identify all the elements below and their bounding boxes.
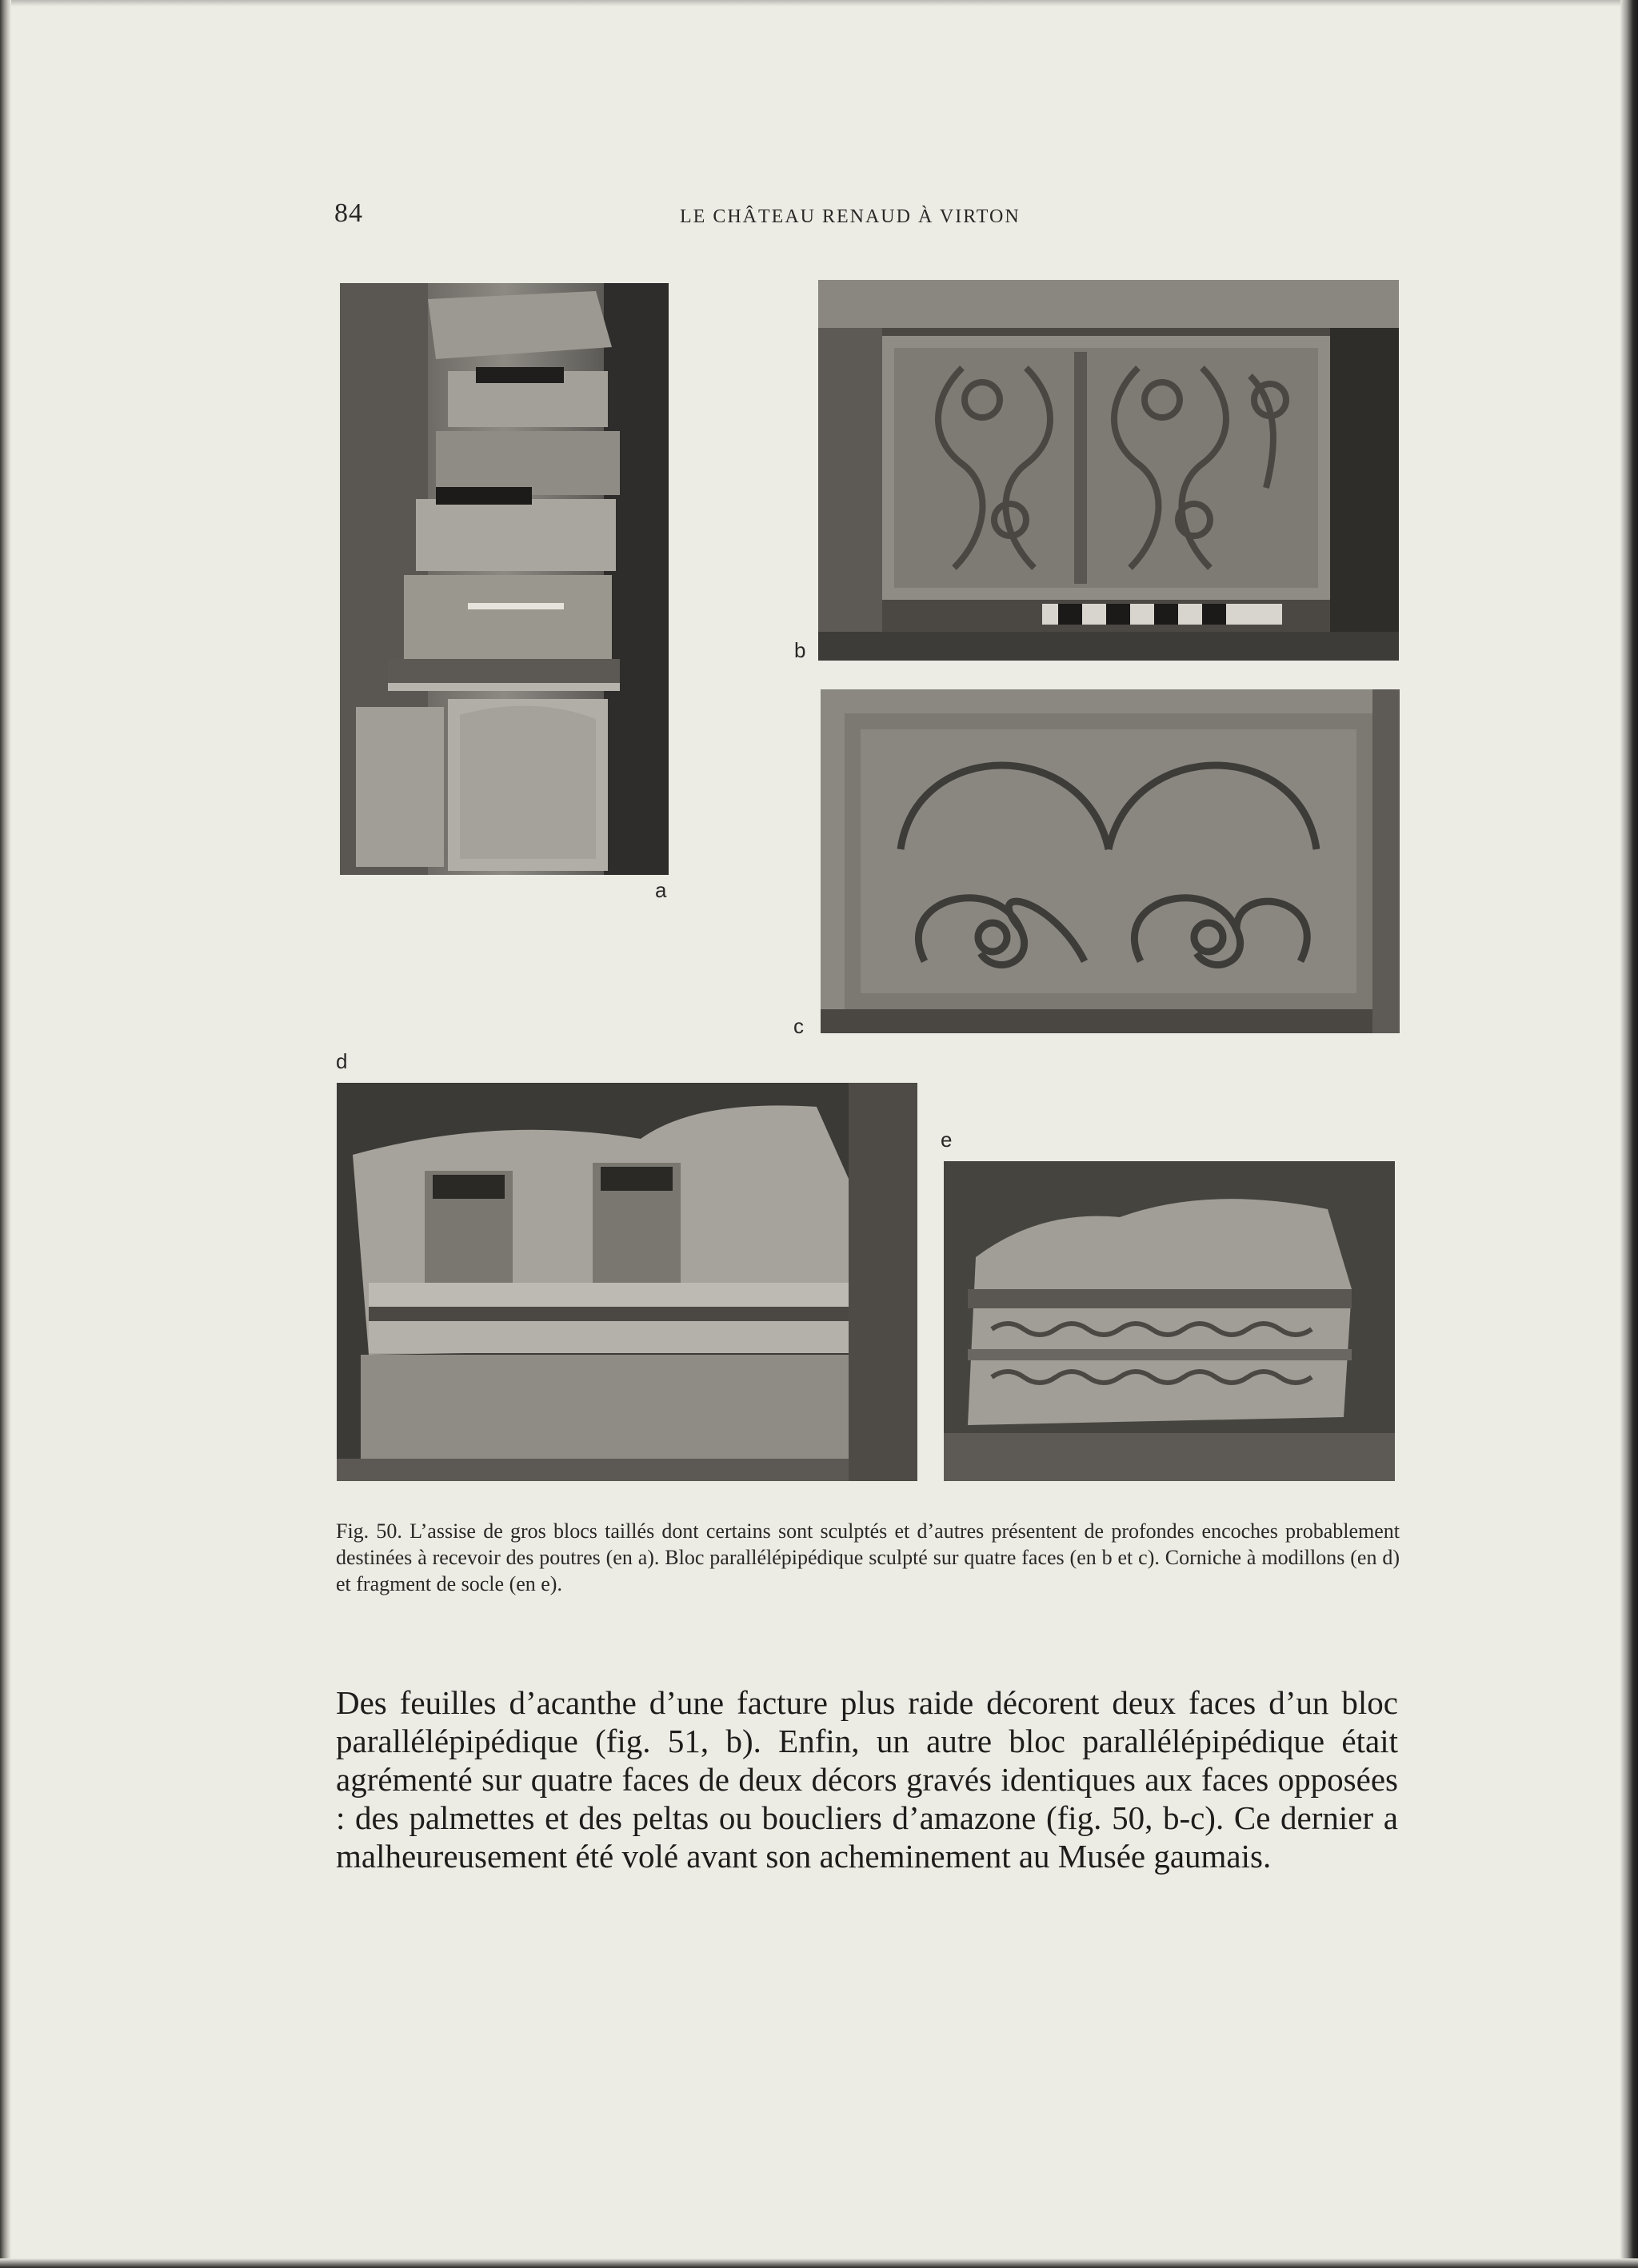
- photo-b-palmette-block: [818, 280, 1399, 661]
- photo-a-stone-course: [340, 283, 669, 875]
- label-c: c: [793, 1014, 804, 1038]
- photo-e-socle-fragment: [944, 1161, 1395, 1481]
- caption-text: L’assise de gros blocs taillés dont certains sont sculptés et d’autres présentent de profondes encoches probablement destinées à recevoir des poutres (en a). Bloc parallélépipédique sculpté sur quatre faces (en b et c). Corniche à modillons (en d) et fragment de socle (en e).: [336, 1519, 1400, 1595]
- caption-figure-number: Fig. 50.: [336, 1519, 402, 1543]
- photo-c-pelta-block: [821, 689, 1400, 1033]
- photo-d-cornice: [337, 1083, 917, 1481]
- label-a: a: [655, 878, 667, 902]
- body-paragraph: Des feuilles d’acanthe d’une facture plus raide décorent deux faces d’un bloc parallélépipédique (fig. 51, b). Enfin, un autre bloc parallélépipédique était agrémenté sur quatre faces de deux décors gravés identiques aux faces opposées : des palmettes et des peltas ou boucliers d’amazone (fig. 50, b-c). Ce dernier a malheureusement été volé avant son acheminement au Musée gaumais.: [336, 1684, 1398, 1875]
- page-edge-top: [0, 0, 1638, 6]
- label-d: d: [336, 1049, 348, 1073]
- label-e: e: [941, 1128, 953, 1152]
- running-title: LE CHÂTEAU RENAUD À VIRTON: [680, 206, 1021, 227]
- page-edge-left: [0, 0, 11, 2268]
- page-number: 84: [334, 198, 363, 228]
- figure-caption: [336, 1518, 1400, 1597]
- page-edge-bottom: [0, 2258, 1638, 2268]
- label-b: b: [794, 638, 806, 662]
- page-edge-right: [1620, 0, 1638, 2268]
